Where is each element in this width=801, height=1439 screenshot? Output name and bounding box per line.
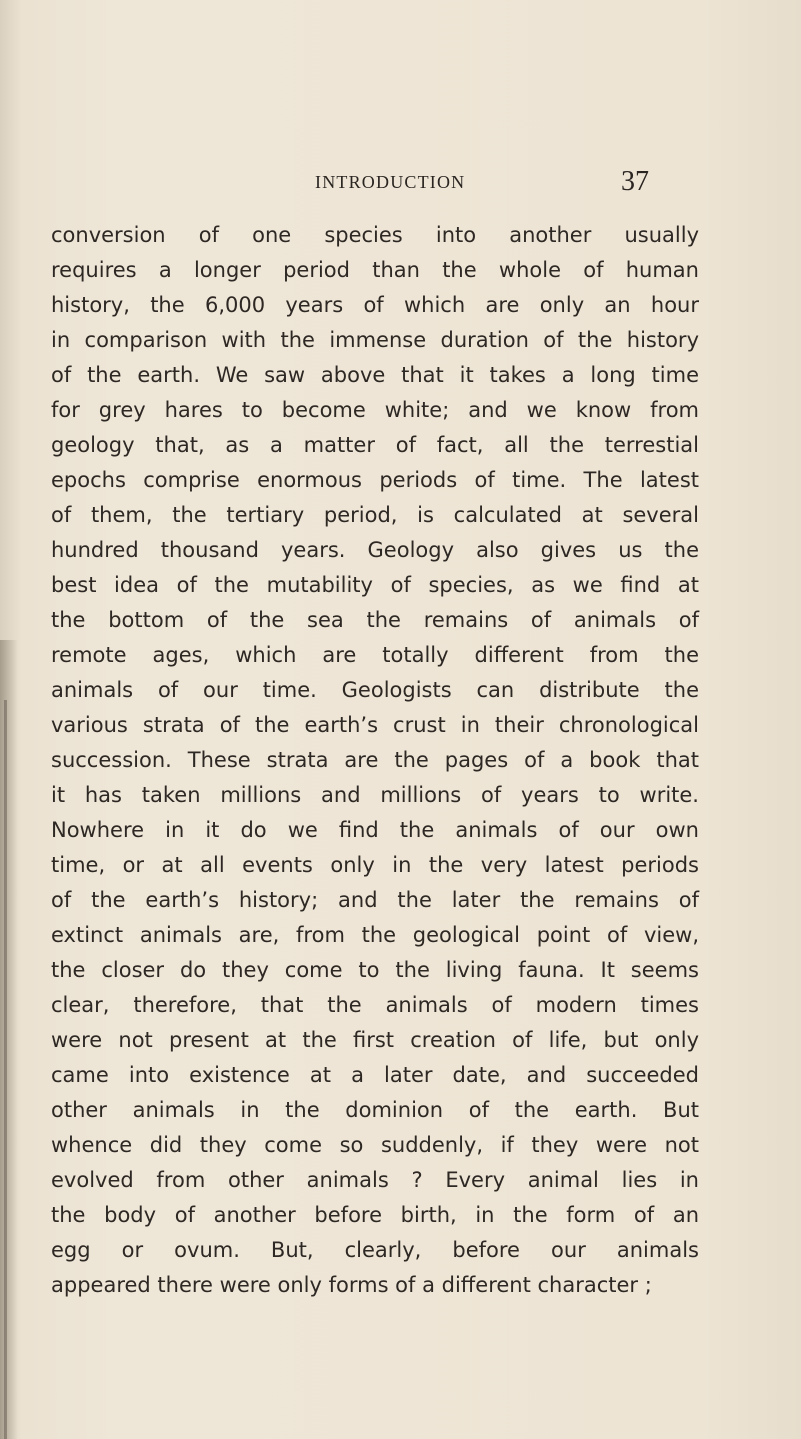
text-line: the bottom of the sea the remains of animals of	[51, 608, 699, 632]
text-line: other animals in the dominion of the earth. But	[51, 1098, 699, 1122]
text-line: clear, therefore, that the animals of modern times	[51, 993, 699, 1017]
text-line: various strata of the earth’s crust in their chronological	[51, 713, 699, 737]
gutter-shadow	[0, 640, 18, 1439]
text-line: came into existence at a later date, and succeeded	[51, 1063, 699, 1087]
text-line: Nowhere in it do we find the animals of our own	[51, 818, 699, 842]
page-header	[0, 160, 801, 200]
text-line: appeared there were only forms of a different character ;	[51, 1273, 652, 1297]
text-line: in comparison with the immense duration of the history	[51, 328, 699, 352]
text-line: requires a longer period than the whole of human	[51, 258, 699, 282]
text-line: the body of another before birth, in the form of an	[51, 1203, 699, 1227]
body-paragraph	[51, 218, 699, 1303]
text-line: geology that, as a matter of fact, all the terrestial	[51, 433, 699, 457]
text-line: best idea of the mutability of species, as we find at	[51, 573, 699, 597]
gutter-edge	[4, 700, 7, 1439]
text-line: time, or at all events only in the very latest periods	[51, 853, 699, 877]
text-line: hundred thousand years. Geology also gives us the	[51, 538, 699, 562]
text-line: remote ages, which are totally different from the	[51, 643, 699, 667]
text-line: conversion of one species into another usually	[51, 223, 699, 247]
text-line: epochs comprise enormous periods of time. The latest	[51, 468, 699, 492]
text-line: egg or ovum. But, clearly, before our animals	[51, 1238, 699, 1262]
text-line: it has taken millions and millions of years to write.	[51, 783, 699, 807]
text-line: animals of our time. Geologists can distribute the	[51, 678, 699, 702]
text-line: whence did they come so suddenly, if they were not	[51, 1133, 699, 1157]
text-line: were not present at the first creation of life, but only	[51, 1028, 699, 1052]
text-line: succession. These strata are the pages of a book that	[51, 748, 699, 772]
text-line: evolved from other animals ? Every animal lies in	[51, 1168, 699, 1192]
text-line: the closer do they come to the living fauna. It seems	[51, 958, 699, 982]
text-line: of them, the tertiary period, is calculated at several	[51, 503, 699, 527]
page-number: 37	[621, 166, 649, 197]
text-line: history, the 6,000 years of which are only an hour	[51, 293, 699, 317]
text-line: of the earth’s history; and the later the remains of	[51, 888, 699, 912]
text-line: for grey hares to become white; and we know from	[51, 398, 699, 422]
running-head: INTRODUCTION	[315, 172, 466, 192]
text-line: extinct animals are, from the geological point of view,	[51, 923, 699, 947]
text-line: of the earth. We saw above that it takes a long time	[51, 363, 699, 387]
